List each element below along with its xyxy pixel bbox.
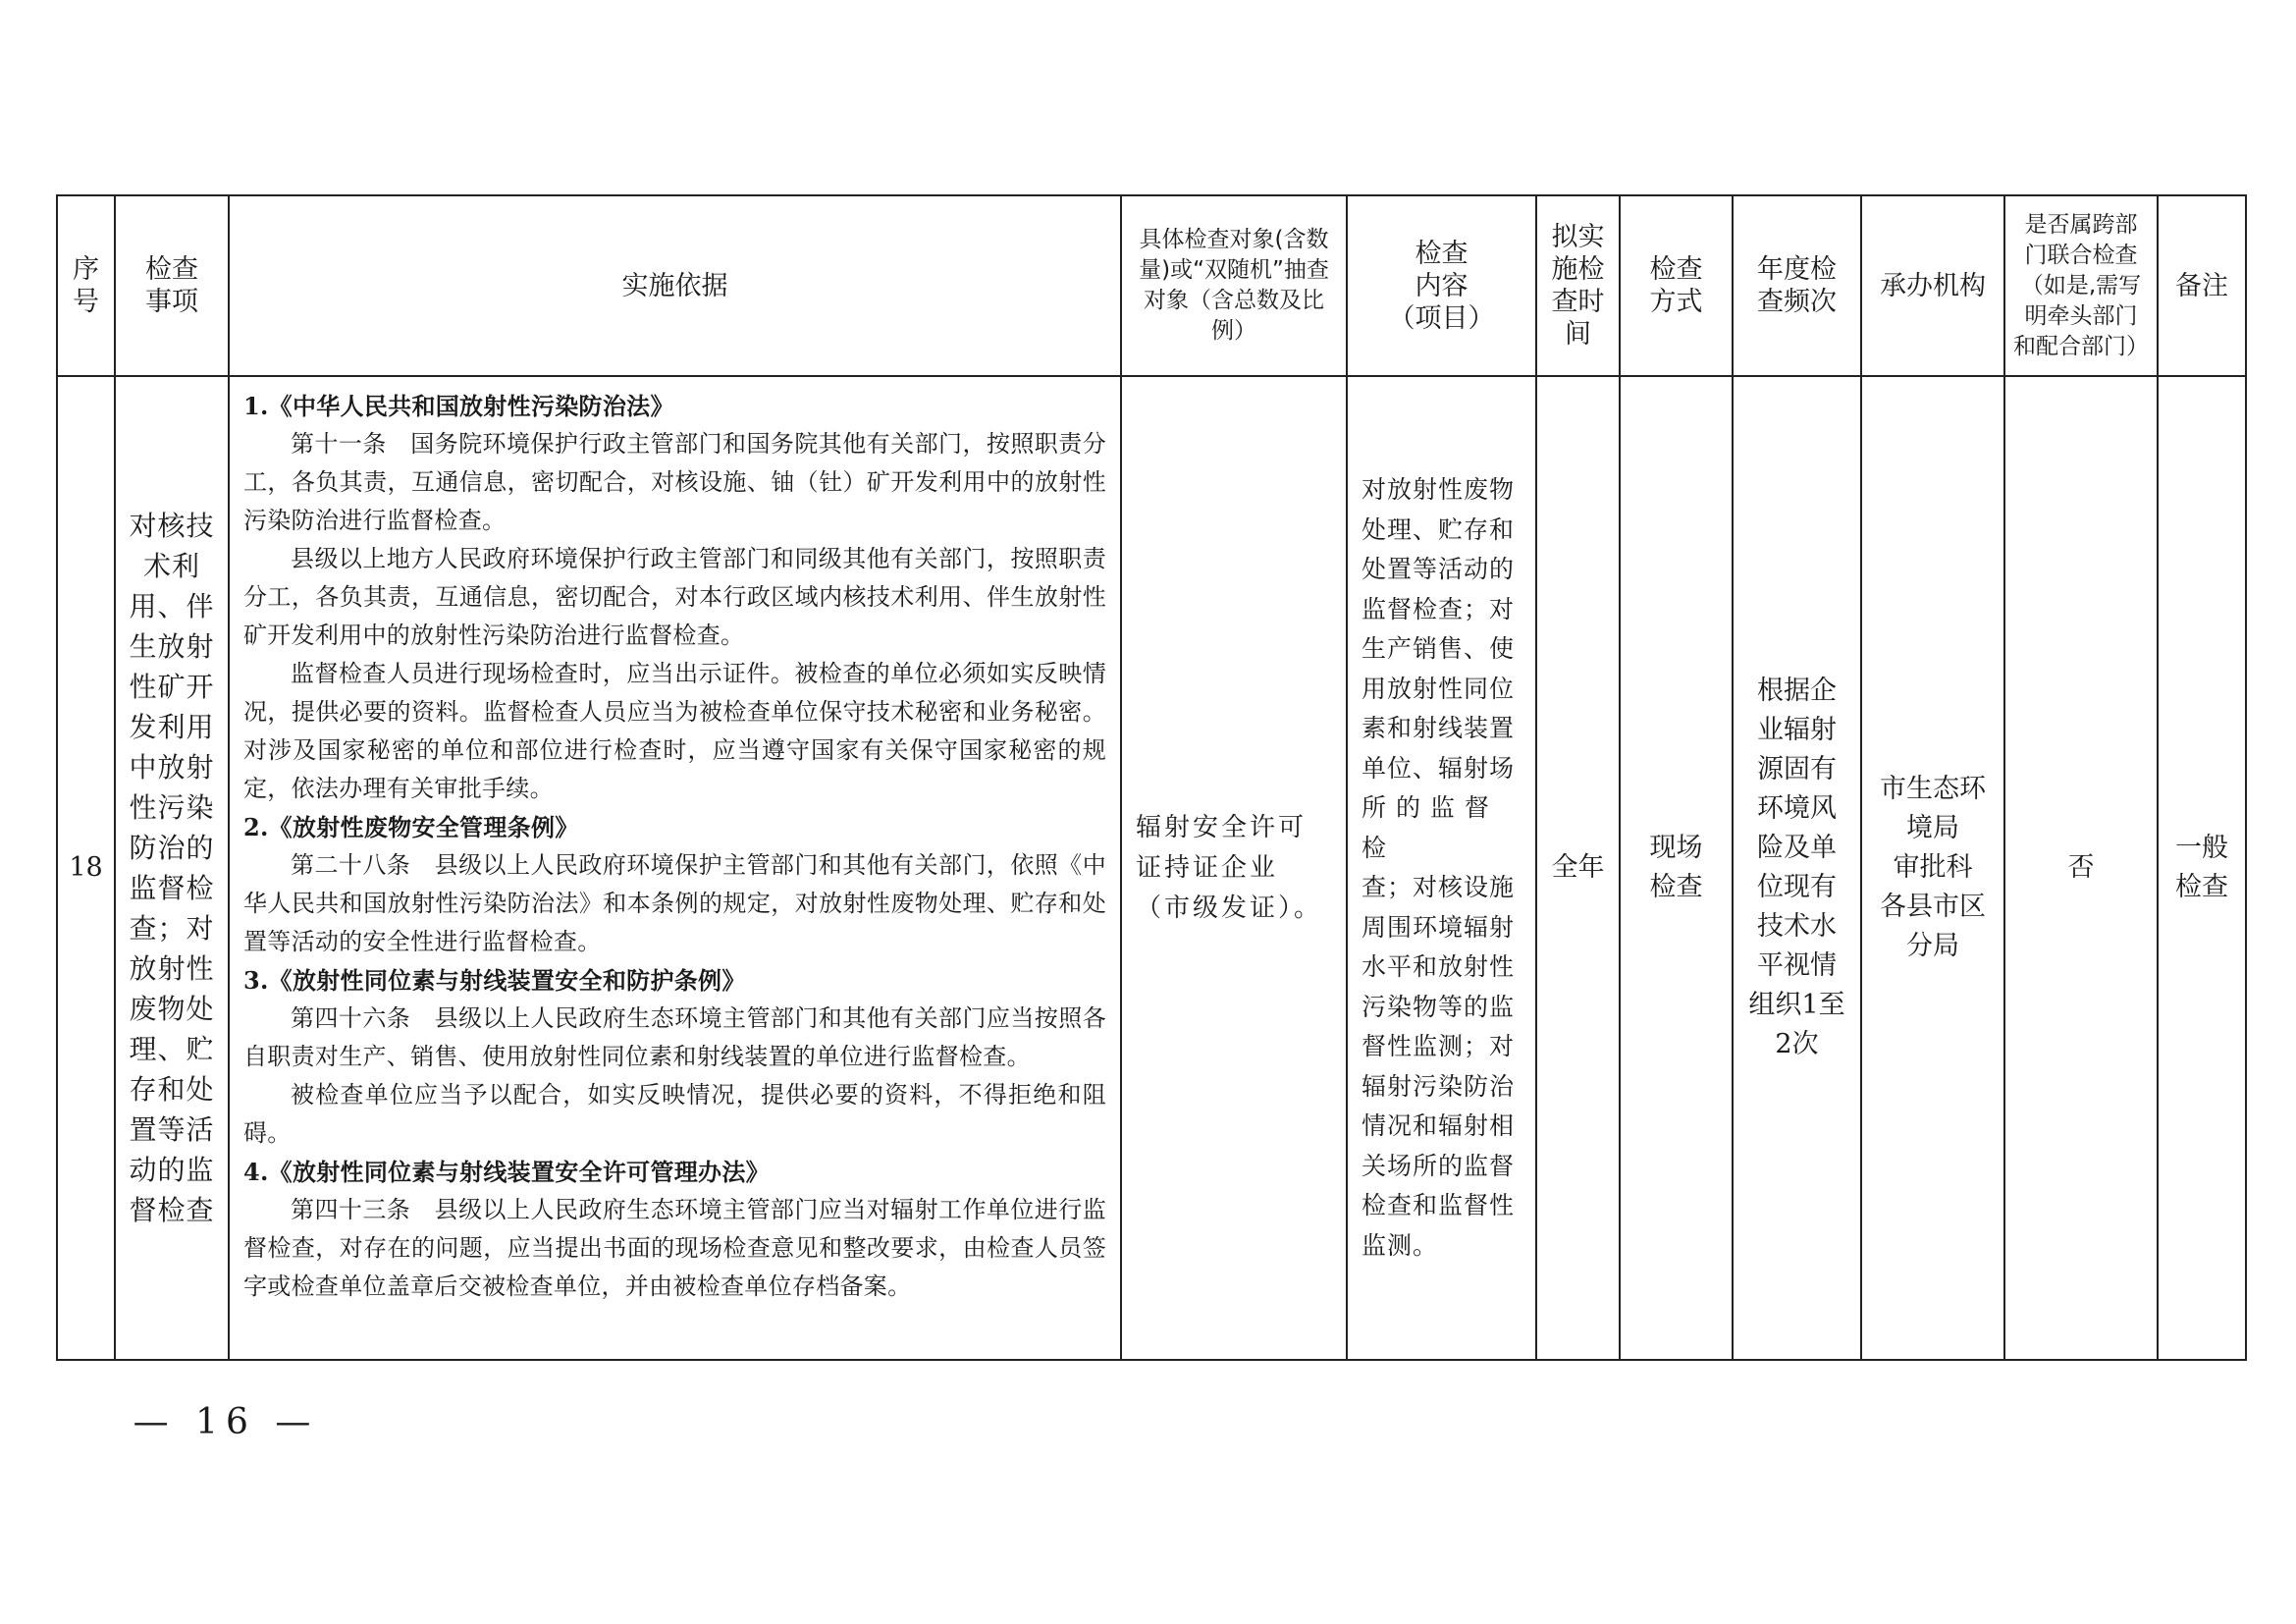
law-paragraph: 县级以上地方人民政府环境保护行政主管部门和同级其他有关部门，按照职责分工，各负其责，互通信息，密切配合，对本行政区域内核技术利用、伴生放射性矿开发利用中的放射性污染防治进行监督检查。 bbox=[243, 545, 1106, 649]
cell-content: 对放射性废物 处理、贮存和 处置等活动的 监督检查；对 生产销售、使 用放射性同位 素和射线装置 单位、辐射场 所 的 监 督 检 查；对核设施 周围环境辐射 水平和放射性 污染物等的监 督性监测；对 辐射污染防治 情况和辐射相 关场所的监督 检查和监督性 监测。 bbox=[1347, 376, 1536, 1360]
law-title: 2.《放射性废物安全管理条例》 bbox=[243, 813, 579, 841]
cell-item: 对核技 术利 用、伴 生放射 性矿开 发利用 中放射 性污染 防治的 监督检 查；对 放射性 废物处 理、贮 存和处 置等活 动的监 督检查 bbox=[115, 376, 229, 1360]
header-method: 检查 方式 bbox=[1620, 195, 1733, 376]
law-paragraph: 第二十八条 县级以上人民政府环境保护主管部门和其他有关部门，依照《中华人民共和国放射性污染防治法》和本条例的规定，对放射性废物处理、贮存和处置等活动的安全性进行监督检查。 bbox=[243, 851, 1106, 955]
header-joint: 是否属跨部 门联合检查 （如是,需写 明牵头部门 和配合部门） bbox=[2004, 195, 2158, 376]
law-title: 4.《放射性同位素与射线装置安全许可管理办法》 bbox=[243, 1158, 770, 1186]
basis-law-1 bbox=[243, 387, 1106, 808]
header-item: 检查 事项 bbox=[115, 195, 229, 376]
cell-seq: 18 bbox=[57, 376, 115, 1360]
cell-method: 现场 检查 bbox=[1620, 376, 1733, 1360]
table-body bbox=[57, 376, 2246, 1360]
header-seq: 序 号 bbox=[57, 195, 115, 376]
law-paragraph: 第四十六条 县级以上人民政府生态环境主管部门和其他有关部门应当按照各自职责对生产、销售、使用放射性同位素和射线装置的单位进行监督检查。 bbox=[243, 1004, 1106, 1070]
table-row bbox=[57, 376, 2246, 1360]
law-paragraph: 被检查单位应当予以配合，如实反映情况，提供必要的资料，不得拒绝和阻碍。 bbox=[243, 1081, 1106, 1147]
header-content: 检查 内容 （项目） bbox=[1347, 195, 1536, 376]
header-row bbox=[57, 195, 2246, 376]
cell-target: 辐射安全许可证持证企业（市级发证）。 bbox=[1121, 376, 1347, 1360]
law-title: 1.《中华人民共和国放射性污染防治法》 bbox=[243, 392, 674, 420]
table-header bbox=[57, 195, 2246, 376]
cell-joint: 否 bbox=[2004, 376, 2158, 1360]
cell-basis bbox=[229, 376, 1121, 1360]
law-paragraph: 第四十三条 县级以上人民政府生态环境主管部门应当对辐射工作单位进行监督检查，对存在的问题，应当提出书面的现场检查意见和整改要求，由检查人员签字或检查单位盖章后交被检查单位，并由被检查单位存档备案。 bbox=[243, 1196, 1106, 1300]
cell-note: 一般 检查 bbox=[2158, 376, 2246, 1360]
header-basis: 实施依据 bbox=[229, 195, 1121, 376]
basis-law-4 bbox=[243, 1153, 1106, 1306]
header-agency: 承办机构 bbox=[1861, 195, 2004, 376]
law-title: 3.《放射性同位素与射线装置安全和防护条例》 bbox=[243, 966, 746, 995]
header-time: 拟实 施检 查时 间 bbox=[1536, 195, 1620, 376]
law-paragraph: 监督检查人员进行现场检查时，应当出示证件。被检查的单位必须如实反映情况，提供必要的资料。监督检查人员应当为被检查单位保守技术秘密和业务秘密。对涉及国家秘密的单位和部位进行检查时，应当遵守国家有关保守国家秘密的规定，依法办理有关审批手续。 bbox=[243, 660, 1106, 802]
header-frequency: 年度检 查频次 bbox=[1733, 195, 1861, 376]
cell-time: 全年 bbox=[1536, 376, 1620, 1360]
inspection-table bbox=[56, 194, 2247, 1361]
basis-law-2 bbox=[243, 808, 1106, 961]
cell-agency: 市生态环 境局 审批科 各县市区 分局 bbox=[1861, 376, 2004, 1360]
header-note: 备注 bbox=[2158, 195, 2246, 376]
basis-law-3 bbox=[243, 961, 1106, 1153]
page-number: — 16 — bbox=[133, 1402, 319, 1442]
cell-frequency: 根据企 业辐射 源固有 环境风 险及单 位现有 技术水 平视情 组织1至 2次 bbox=[1733, 376, 1861, 1360]
header-target: 具体检查对象(含数 量)或“双随机”抽查 对象（含总数及比 例） bbox=[1121, 195, 1347, 376]
law-paragraph: 第十一条 国务院环境保护行政主管部门和国务院其他有关部门，按照职责分工，各负其责，互通信息，密切配合，对核设施、铀（钍）矿开发利用中的放射性污染防治进行监督检查。 bbox=[243, 430, 1106, 534]
